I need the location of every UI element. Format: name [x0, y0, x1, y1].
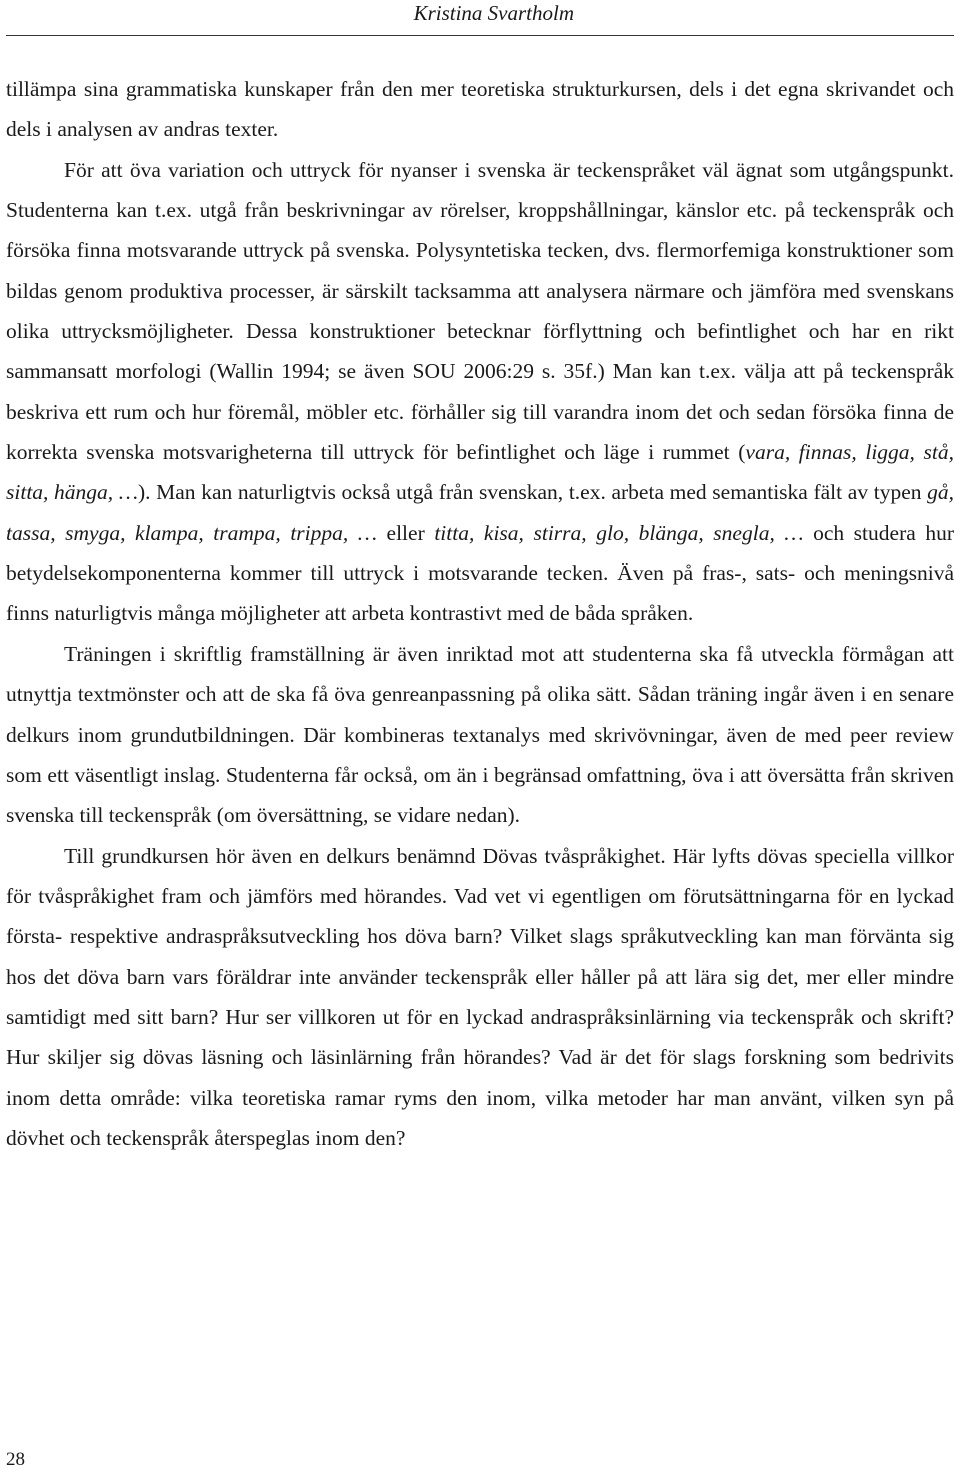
text-run: ). Man kan naturligtvis också utgå från svenskan, t.ex. arbeta med semantiska fält av typen	[137, 480, 928, 505]
paragraph	[6, 634, 954, 836]
paragraph	[6, 150, 954, 634]
text-run: tillämpa sina grammatiska kunskaper från den mer teoretiska strukturkursen, dels i det egna skrivandet och dels i analysen av andras texter.	[6, 77, 954, 142]
text-run: eller	[376, 520, 435, 545]
text-run: Träningen i skriftlig framställning är även inriktad mot att studenterna ska få utveckla förmågan att utnyttja textmönster och att de ska få öva genreanpassning på olika sätt. Sådan träning ingår även i en senare delkurs inom grundutbildningen. Där kombineras textanalys med skrivövningar, även de med peer review som ett väsentligt inslag. Studenterna får också, om än i begränsad omfattning, öva i att översätta från skriven svenska till teckenspråk (om översättning, se vidare nedan).	[6, 641, 954, 828]
italic-text: gå, tassa, smyga, klampa, trampa, trippa, …	[6, 480, 955, 545]
body-text	[6, 69, 954, 1158]
page-number: 28	[6, 1449, 25, 1470]
italic-text: vara, finnas, ligga, stå, sitta, hänga, …	[6, 440, 954, 505]
text-run: För att öva variation och uttryck för nyanser i svenska är teckenspråket väl ägnat som utgångspunkt. Studenterna kan t.ex. utgå från beskrivningar av rörelser, kroppshållningar, känslor etc. på teckenspråk och försöka finna motsvarande uttryck på svenska. Polysyntetiska tecken, dvs. flermorfemiga konstruktioner som bildas genom produktiva processer, är särskilt tacksamma att analysera närmare och jämföra med svenskans olika uttrycksmöjligheter. Dessa konstruktioner betecknar förflyttning och befintlighet och har en rikt sammansatt morfologi (Wallin 1994; se även SOU 2006:29 s. 35f.) Man kan t.ex. välja att på teckenspråk beskriva ett rum och hur föremål, möbler etc. förhåller sig till varandra inom det och sedan försöka finna de korrekta svenska motsvarigheterna till uttryck för befintlighet och läge i rummet (	[6, 157, 954, 465]
header-divider	[6, 35, 954, 36]
running-header-author: Kristina Svartholm	[413, 1, 574, 25]
text-run: och studera hur betydelsekomponenterna kommer till uttryck i motsvarande tecken. Även på fras-, sats- och meningsnivå finns naturligtvis många möjligheter att arbeta kontrastivt med de båda språken.	[6, 520, 954, 626]
italic-text: titta, kisa, stirra, glo, blänga, snegla, …	[434, 520, 804, 545]
text-run: Till grundkursen hör även en delkurs benämnd Dövas tvåspråkighet. Här lyfts dövas speciella villkor för tvåspråkighet fram och jämförs med hörandes. Vad vet vi egentligen om förutsättningarna för en lyckad första- respektive andraspråksutveckling hos döva barn? Vilket slags språkutveckling kan man förvänta sig hos det döva barn vars föräldrar inte använder teckenspråk eller håller på att lära sig det, mer eller mindre samtidigt med sitt barn? Hur ser villkoren ut för en lyckad andraspråksinlärning via teckenspråk och skrift? Hur skiljer sig dövas läsning och läsinlärning från hörandes? Vad är det för slags forskning som bedrivits inom detta område: vilka teoretiska ramar ryms den inom, vilka metoder har man använt, vilken syn på dövhet och teckenspråk återspeglas inom den?	[6, 843, 954, 1150]
paragraph	[6, 836, 954, 1159]
paragraph	[6, 69, 954, 150]
